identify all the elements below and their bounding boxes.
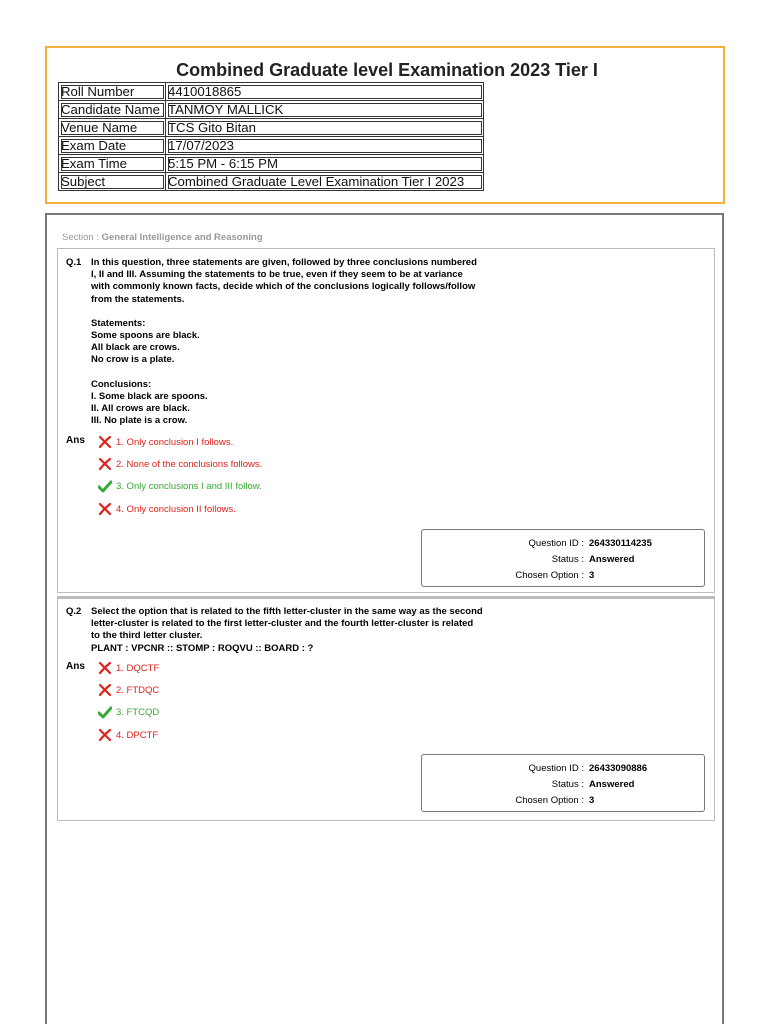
question-line: I, II and III. Assuming the statements to be true, even if they seem to be at variance	[91, 269, 463, 281]
exam-header	[45, 46, 725, 204]
question-line: with commonly known facts, decide which of the conclusions logically follows/follow	[91, 281, 476, 293]
question-id-label: Question ID :	[528, 763, 584, 774]
question-line: PLANT : VPCNR :: STOMP : ROQVU :: BOARD : ?	[91, 642, 314, 654]
subject-value: Combined Graduate Level Examination Tier I 2023	[166, 173, 484, 191]
exam-date-value: 17/07/2023	[166, 137, 484, 155]
conclusions-heading: Conclusions:	[91, 378, 152, 390]
ans-label: Ans	[66, 435, 85, 446]
conclusion: II. All crows are black.	[91, 403, 190, 415]
chosen-option-label: Chosen Option :	[515, 795, 584, 806]
option-3	[98, 705, 159, 719]
question-id-value: 26433090886	[589, 763, 648, 774]
candidate-name-value: TANMOY MALLICK	[166, 101, 484, 119]
question-block-1	[57, 248, 715, 593]
option-2	[98, 683, 159, 697]
option-text: 4. Only conclusion II follows.	[116, 503, 236, 515]
status-label: Status :	[551, 779, 584, 790]
roll-number-value: 4410018865	[166, 83, 484, 101]
section-prefix: Section :	[62, 232, 102, 243]
option-4	[98, 728, 158, 742]
table-row	[59, 83, 484, 101]
statement: No crow is a plate.	[91, 354, 175, 366]
venue-name-label: Venue Name	[59, 119, 166, 137]
chosen-option-value: 3	[589, 570, 595, 581]
question-number: Q.2	[66, 606, 82, 617]
question-line: In this question, three statements are given, followed by three conclusions numbered	[91, 257, 477, 268]
cross-icon	[98, 457, 112, 471]
option-3	[98, 479, 262, 493]
option-1	[98, 435, 233, 449]
question-id-label: Question ID :	[528, 538, 584, 549]
candidate-name-label: Candidate Name	[59, 101, 166, 119]
candidate-info-table	[58, 82, 484, 191]
option-2	[98, 457, 262, 471]
table-row	[59, 173, 484, 191]
question-line: letter-cluster is related to the first letter-cluster and the fourth letter-cluster is related	[91, 618, 474, 630]
status-label: Status :	[551, 554, 584, 565]
status-value: Answered	[589, 554, 635, 565]
question-number: Q.1	[66, 257, 82, 268]
question-text	[91, 257, 521, 427]
exam-time-label: Exam Time	[59, 155, 166, 173]
cross-icon	[98, 435, 112, 449]
option-text: 1. Only conclusion I follows.	[116, 436, 234, 448]
cross-icon	[98, 661, 112, 675]
ans-label: Ans	[66, 661, 85, 672]
section-name: General Intelligence and Reasoning	[101, 232, 263, 243]
status-box	[421, 754, 705, 812]
venue-name-value: TCS Gito Bitan	[166, 119, 484, 137]
conclusion: I. Some black are spoons.	[91, 390, 208, 402]
option-1	[98, 661, 159, 675]
check-icon	[98, 705, 112, 719]
option-text: 4. DPCTF	[116, 729, 159, 741]
cross-icon	[98, 502, 112, 516]
conclusion: III. No plate is a crow.	[91, 415, 188, 427]
question-line: to the third letter cluster.	[91, 630, 203, 642]
status-box	[421, 529, 705, 587]
statements-heading: Statements:	[91, 317, 146, 329]
question-line: from the statements.	[91, 293, 185, 305]
roll-number-label: Roll Number	[59, 83, 166, 101]
question-id-value: 264330114235	[589, 538, 652, 549]
exam-time-value: 5:15 PM - 6:15 PM	[166, 155, 484, 173]
exam-title: Combined Graduate level Examination 2023 Tier I	[176, 60, 598, 80]
option-text: 1. DQCTF	[116, 662, 160, 674]
question-text	[91, 606, 521, 655]
statement: Some spoons are black.	[91, 330, 200, 342]
table-row	[59, 155, 484, 173]
statement: All black are crows.	[91, 342, 180, 354]
status-value: Answered	[589, 779, 635, 790]
exam-date-label: Exam Date	[59, 137, 166, 155]
option-text: 3. Only conclusions I and III follow.	[116, 480, 262, 492]
chosen-option-label: Chosen Option :	[515, 570, 584, 581]
question-block-2	[57, 596, 715, 821]
subject-label: Subject	[59, 173, 166, 191]
option-4	[98, 502, 236, 516]
table-row	[59, 101, 484, 119]
table-row	[59, 137, 484, 155]
option-text: 2. None of the conclusions follows.	[116, 458, 263, 470]
check-icon	[98, 479, 112, 493]
option-text: 3. FTCQD	[116, 706, 160, 718]
cross-icon	[98, 728, 112, 742]
option-text: 2. FTDQC	[116, 684, 160, 696]
cross-icon	[98, 683, 112, 697]
table-row	[59, 119, 484, 137]
chosen-option-value: 3	[589, 795, 595, 806]
section-label	[62, 232, 263, 243]
response-sheet	[45, 213, 724, 1024]
question-line: Select the option that is related to the fifth letter-cluster in the same way as the second	[91, 606, 483, 617]
